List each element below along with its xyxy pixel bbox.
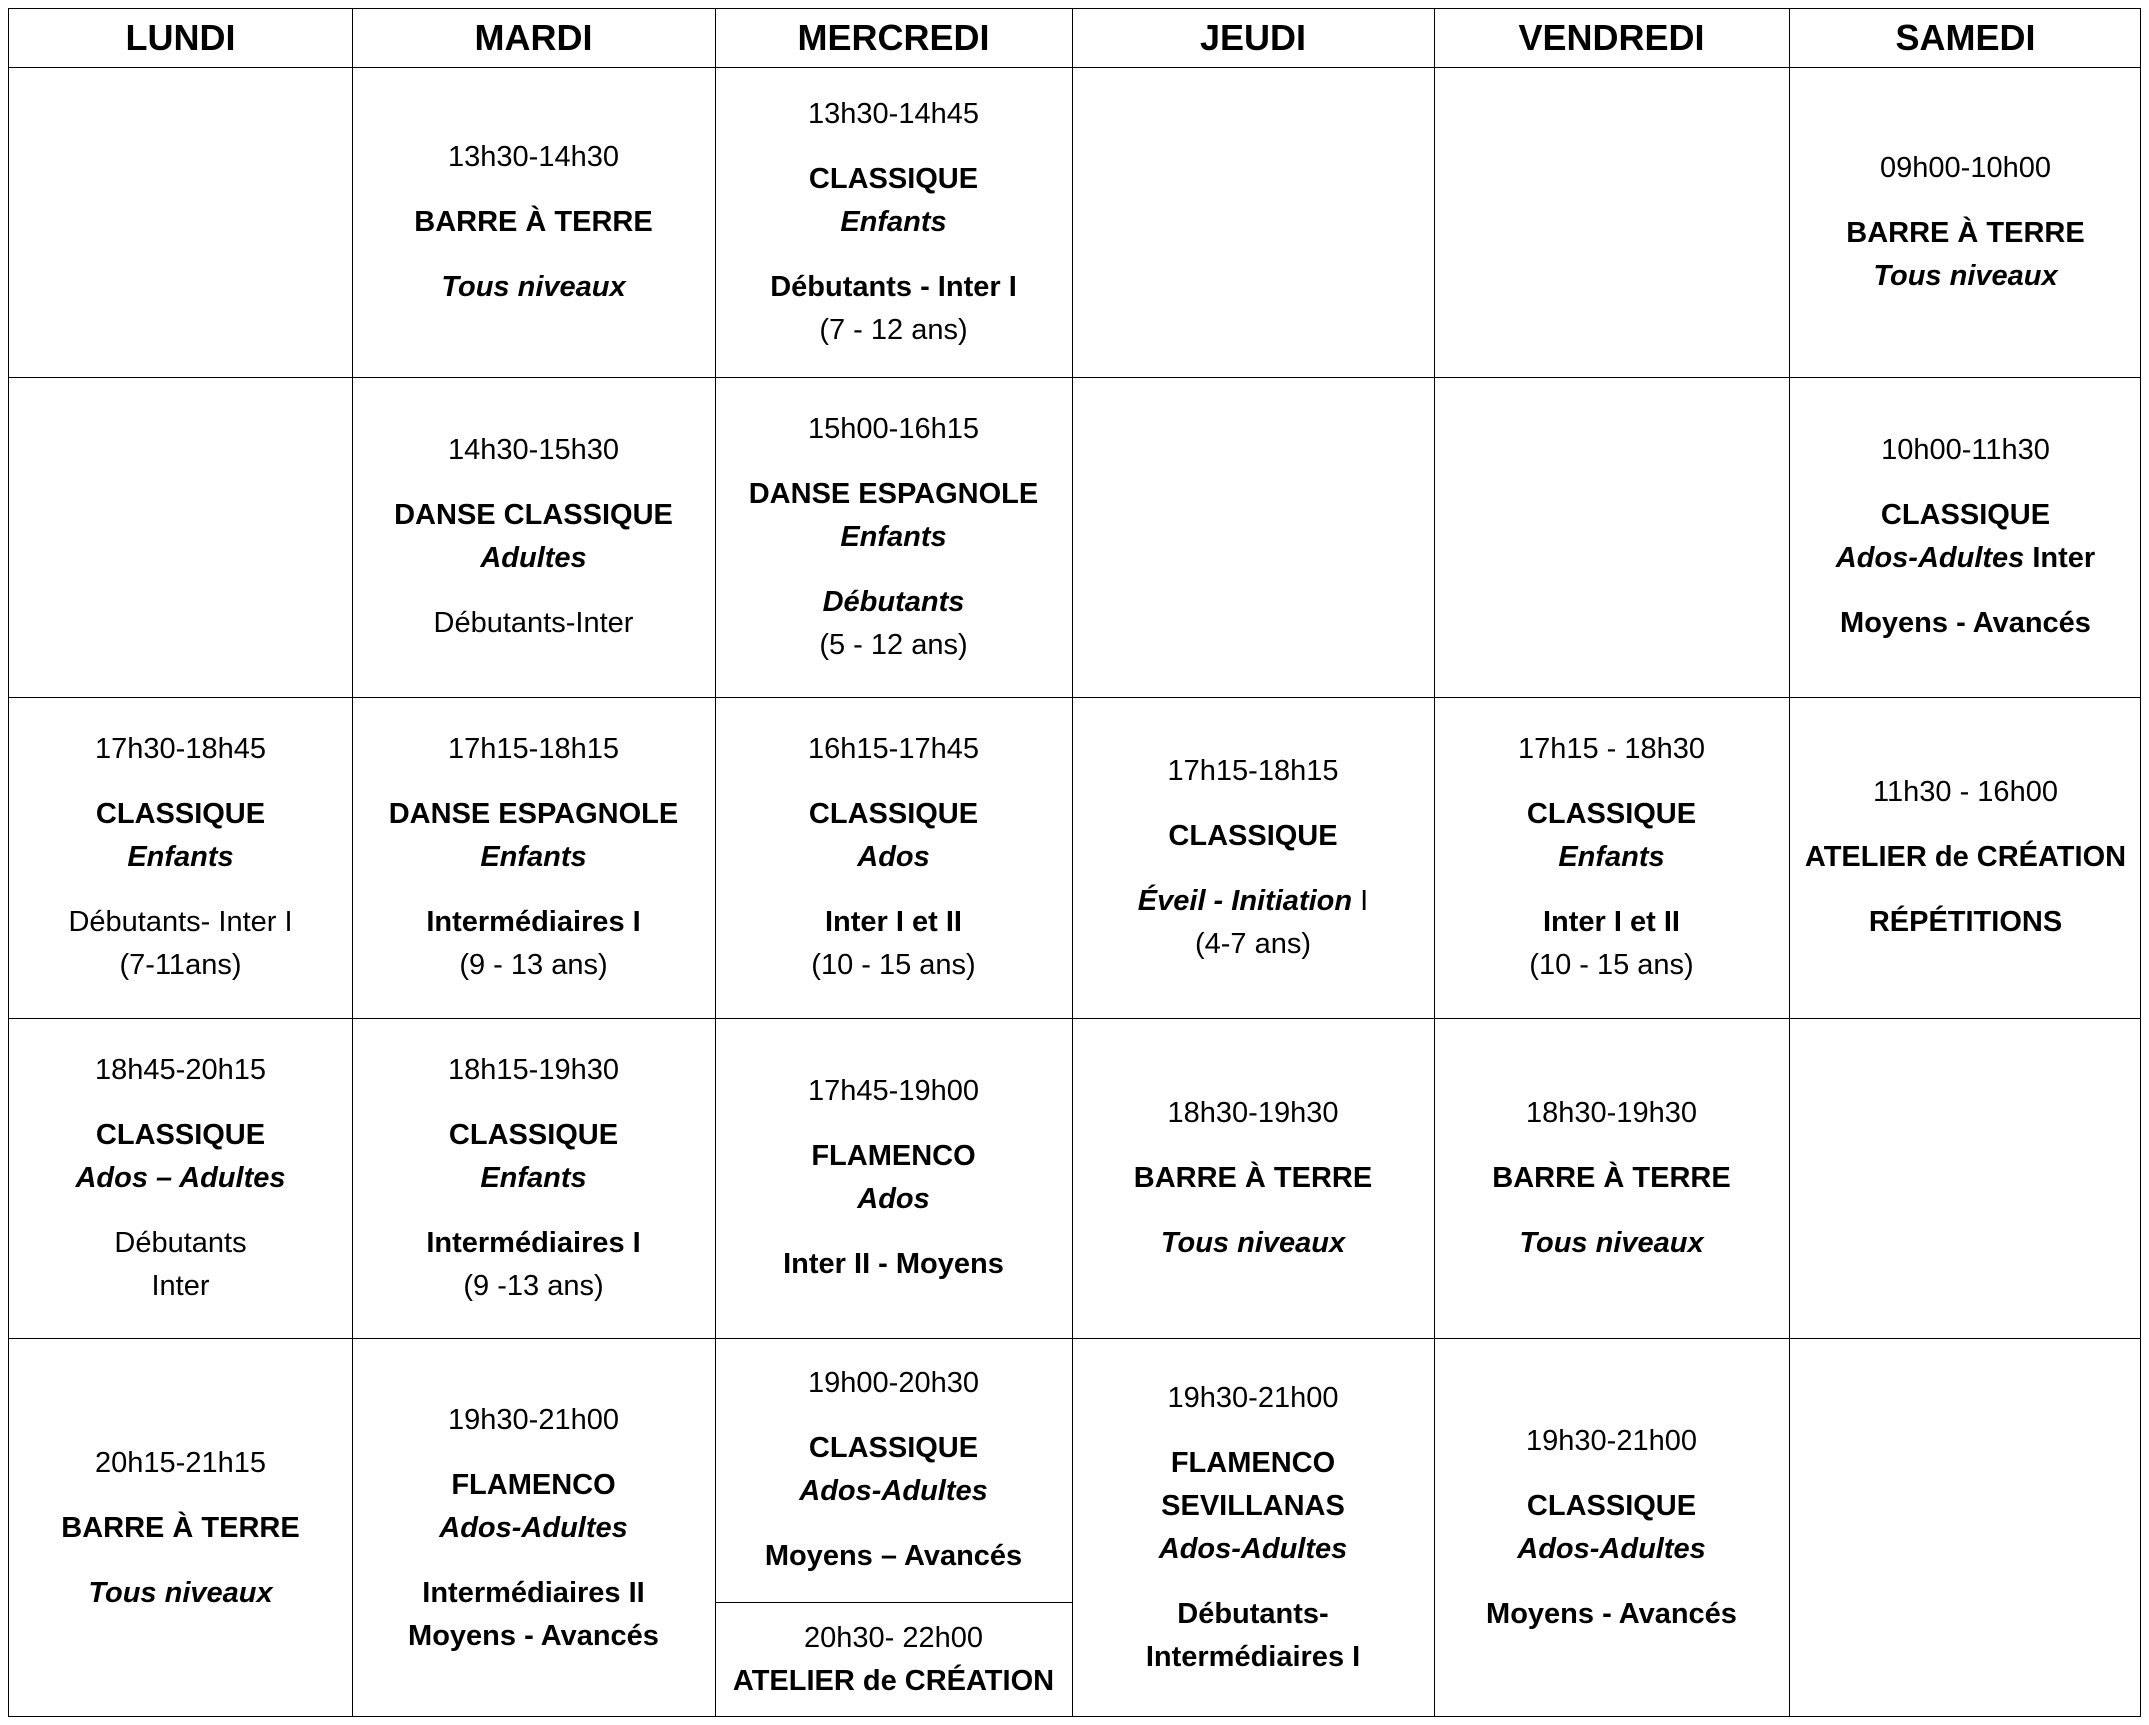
class-level: Inter II - Moyens [783,1248,1004,1280]
class-cell [1789,697,2142,1018]
day-header-lundi: LUNDI [125,17,236,58]
class-level: Débutants - Inter I [770,270,1017,303]
class-cell [1434,697,1789,1018]
class-group: Enfants [480,1161,587,1194]
class-time: 18h30-19h30 [1526,1096,1697,1129]
class-cell [352,1018,715,1338]
class-course: ATELIER de CRÉATION [1804,841,2127,873]
class-course: CLASSIQUE [1526,798,1697,830]
class-time: 20h30- 22h00 [804,1622,983,1654]
class-level: Moyens – Avancés [764,1540,1023,1572]
class-group: Ados [857,841,930,873]
class-cell [715,1602,1072,1718]
class-course: CLASSIQUE [808,798,979,830]
class-course: CLASSIQUE [448,1118,619,1151]
class-course-secondary: SEVILLANAS [1161,1490,1345,1522]
class-group: Enfants [127,841,234,873]
class-cell [1789,67,2142,377]
class-level: Tous niveaux [88,1576,273,1609]
class-course-secondary: RÉPÉTITIONS [1868,906,2063,938]
class-course: BARRE À TERRE [414,205,653,238]
class-cell [9,697,352,1018]
class-cell [715,697,1072,1018]
class-time: 18h30-19h30 [1167,1096,1339,1129]
day-header-mardi: MARDI [474,17,593,58]
class-ages: (7-11ans) [119,949,242,981]
class-group: Enfants [480,841,587,873]
class-ages: (10 - 15 ans) [811,949,976,981]
class-cell [1072,1018,1434,1338]
class-course: CLASSIQUE [95,798,266,830]
class-group-line [1836,537,2095,580]
class-time: 16h15-17h45 [808,733,979,765]
class-cell [1434,1338,1789,1718]
class-ages: (4-7 ans) [1194,927,1312,960]
class-group-suffix: Inter [2024,542,2096,574]
class-level: Tous niveaux [441,270,626,303]
class-time: 19h30-21h00 [1526,1425,1697,1457]
class-level: Intermédiaires II [422,1576,645,1609]
class-time: 20h15-21h15 [95,1446,266,1479]
class-course: FLAMENCO [811,1140,976,1172]
class-level: Débutants [114,1226,247,1259]
class-level: Tous niveaux [1519,1226,1704,1259]
class-course: CLASSIQUE [95,1118,266,1151]
class-course: CLASSIQUE [1168,819,1338,852]
class-level: Débutants- [1177,1598,1329,1630]
class-cell [352,1338,715,1718]
class-level-secondary: Intermédiaires I [1145,1641,1361,1673]
class-time: 18h45-20h15 [95,1053,266,1086]
class-course: DANSE CLASSIQUE [394,499,673,531]
day-header-vendredi: VENDREDI [1518,17,1705,58]
class-cell [715,67,1072,377]
class-course: CLASSIQUE [808,162,979,195]
class-time: 19h30-21h00 [448,1403,619,1436]
class-time: 17h30-18h45 [95,733,266,765]
class-group: Adultes [480,542,587,574]
class-cell [1434,1018,1789,1338]
class-time: 18h15-19h30 [448,1053,619,1086]
class-course: CLASSIQUE [808,1432,979,1464]
class-level: Débutants- Inter I [68,906,293,938]
class-level: Inter I et II [1543,906,1680,938]
class-group: Ados – Adultes [75,1161,286,1194]
class-time: 15h00-16h15 [808,412,979,445]
class-course: FLAMENCO [451,1468,616,1501]
class-ages: (7 - 12 ans) [819,313,968,346]
class-level: Intermédiaires I [426,906,641,938]
class-cell [9,1018,352,1338]
class-group: Enfants [1558,841,1665,873]
class-course: CLASSIQUE [1526,1490,1697,1522]
class-time: 11h30 - 16h00 [1873,776,2058,808]
class-cell [715,1018,1072,1338]
class-cell [352,67,715,377]
class-cell [352,377,715,697]
class-course: BARRE À TERRE [1492,1161,1731,1194]
class-group: Ados-Adultes [799,1475,988,1507]
day-header-samedi: SAMEDI [1895,17,2036,58]
class-course: ATELIER de CRÉATION [732,1665,1055,1697]
class-course: DANSE ESPAGNOLE [388,798,679,830]
class-time: 19h00-20h30 [808,1367,979,1399]
class-ages: (5 - 12 ans) [819,628,968,661]
class-course: FLAMENCO [1170,1447,1336,1479]
class-level-suffix: I [1352,884,1369,917]
class-cell [715,377,1072,697]
class-level: Débutants [822,585,965,618]
class-level: Tous niveaux [1873,259,2058,292]
class-time: 19h30-21h00 [1167,1382,1339,1414]
class-cell [715,1338,1072,1602]
class-time: 13h30-14h45 [808,97,979,130]
class-level: Éveil - Initiation [1137,884,1353,917]
class-level: Moyens - Avancés [1486,1598,1737,1630]
class-course: BARRE À TERRE [1846,216,2085,249]
weekly-schedule-table [8,8,2141,1717]
class-cell [9,1338,352,1718]
class-group: Ados-Adultes [1835,542,2025,574]
class-time: 10h00-11h30 [1881,434,2050,466]
day-header-jeudi: JEUDI [1199,17,1307,58]
class-course: BARRE À TERRE [61,1511,300,1544]
class-time: 09h00-10h00 [1880,151,2051,184]
class-level: Tous niveaux [1160,1226,1346,1259]
class-course: CLASSIQUE [1880,499,2051,531]
class-group: Enfants [840,520,947,553]
class-level-line [1138,880,1368,923]
class-level: Débutants-Inter [433,607,634,639]
class-time: 17h15-18h15 [448,733,619,765]
class-cell [1072,1338,1434,1718]
class-group: Enfants [840,205,947,238]
class-time: 14h30-15h30 [448,434,619,466]
class-level: Inter I et II [825,906,962,938]
class-level-secondary: Inter [151,1269,210,1302]
class-course: BARRE À TERRE [1133,1161,1373,1194]
class-cell [1789,377,2142,697]
class-ages: (10 - 15 ans) [1529,949,1694,981]
class-course: DANSE ESPAGNOLE [748,477,1039,510]
class-level: Moyens - Avancés [1840,607,2091,639]
class-level-secondary: Moyens - Avancés [408,1619,659,1652]
class-group: Ados [857,1183,930,1215]
class-time: 13h30-14h30 [448,140,619,173]
class-time: 17h15 - 18h30 [1517,733,1706,765]
class-cell [352,697,715,1018]
class-group: Ados-Adultes [1158,1533,1348,1565]
class-group: Ados-Adultes [1517,1533,1706,1565]
class-level: Intermédiaires I [426,1226,641,1259]
class-ages: (9 - 13 ans) [459,949,608,981]
class-time: 17h45-19h00 [808,1075,979,1107]
class-ages: (9 -13 ans) [463,1269,604,1302]
class-group: Ados-Adultes [439,1511,628,1544]
day-header-mercredi: MERCREDI [797,17,990,58]
class-time: 17h15-18h15 [1167,754,1339,787]
class-cell [1072,697,1434,1018]
